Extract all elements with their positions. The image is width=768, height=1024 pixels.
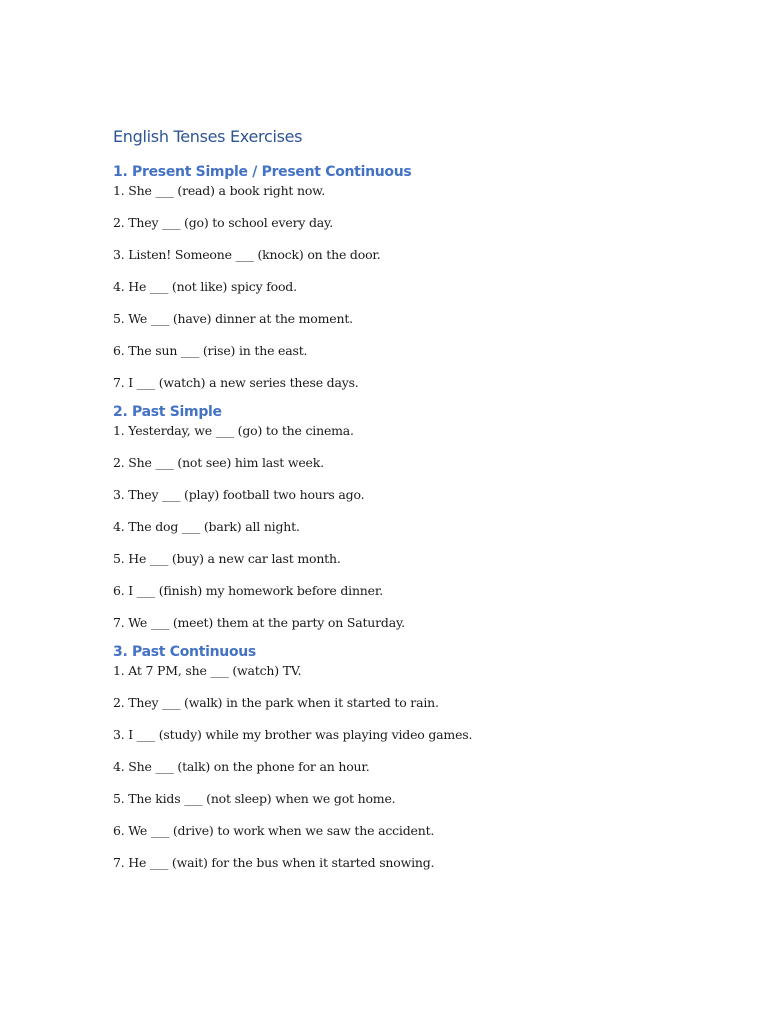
exercise-item: 4. The dog ___ (bark) all night. [113,519,300,534]
exercise-item: 2. She ___ (not see) him last week. [113,455,324,470]
exercise-item: 7. I ___ (watch) a new series these days. [113,375,359,390]
section-past-simple [113,401,713,639]
document-title: English Tenses Exercises [113,127,303,146]
exercise-item: 4. She ___ (talk) on the phone for an hour. [113,759,370,774]
section-heading: 3. Past Continuous [113,644,256,660]
section-heading: 2. Past Simple [113,404,222,420]
exercise-item: 1. She ___ (read) a book right now. [113,183,325,198]
exercise-item: 7. He ___ (wait) for the bus when it started snowing. [113,855,435,870]
exercise-item: 4. He ___ (not like) spicy food. [113,279,297,294]
section-heading: 1. Present Simple / Present Continuous [113,164,412,180]
exercise-item: 2. They ___ (go) to school every day. [113,215,334,230]
exercise-item: 3. I ___ (study) while my brother was playing video games. [113,727,473,742]
exercise-item: 3. Listen! Someone ___ (knock) on the door. [113,247,381,262]
exercise-item: 3. They ___ (play) football two hours ago. [113,487,365,502]
document-page [113,124,713,879]
exercise-item: 6. The sun ___ (rise) in the east. [113,343,308,358]
exercise-item: 7. We ___ (meet) them at the party on Saturday. [113,615,405,630]
exercise-item: 6. I ___ (finish) my homework before dinner. [113,583,384,598]
section-past-continuous [113,641,713,879]
exercise-item: 1. Yesterday, we ___ (go) to the cinema. [113,423,354,438]
exercise-item: 5. The kids ___ (not sleep) when we got home. [113,791,396,806]
exercise-item: 6. We ___ (drive) to work when we saw the accident. [113,823,435,838]
section-present-simple-continuous [113,161,713,399]
exercise-list [113,183,713,399]
exercise-list [113,423,713,639]
exercise-item: 5. He ___ (buy) a new car last month. [113,551,341,566]
exercise-list [113,663,713,879]
exercise-item: 5. We ___ (have) dinner at the moment. [113,311,353,326]
exercise-item: 2. They ___ (walk) in the park when it started to rain. [113,695,439,710]
exercise-item: 1. At 7 PM, she ___ (watch) TV. [113,663,302,678]
